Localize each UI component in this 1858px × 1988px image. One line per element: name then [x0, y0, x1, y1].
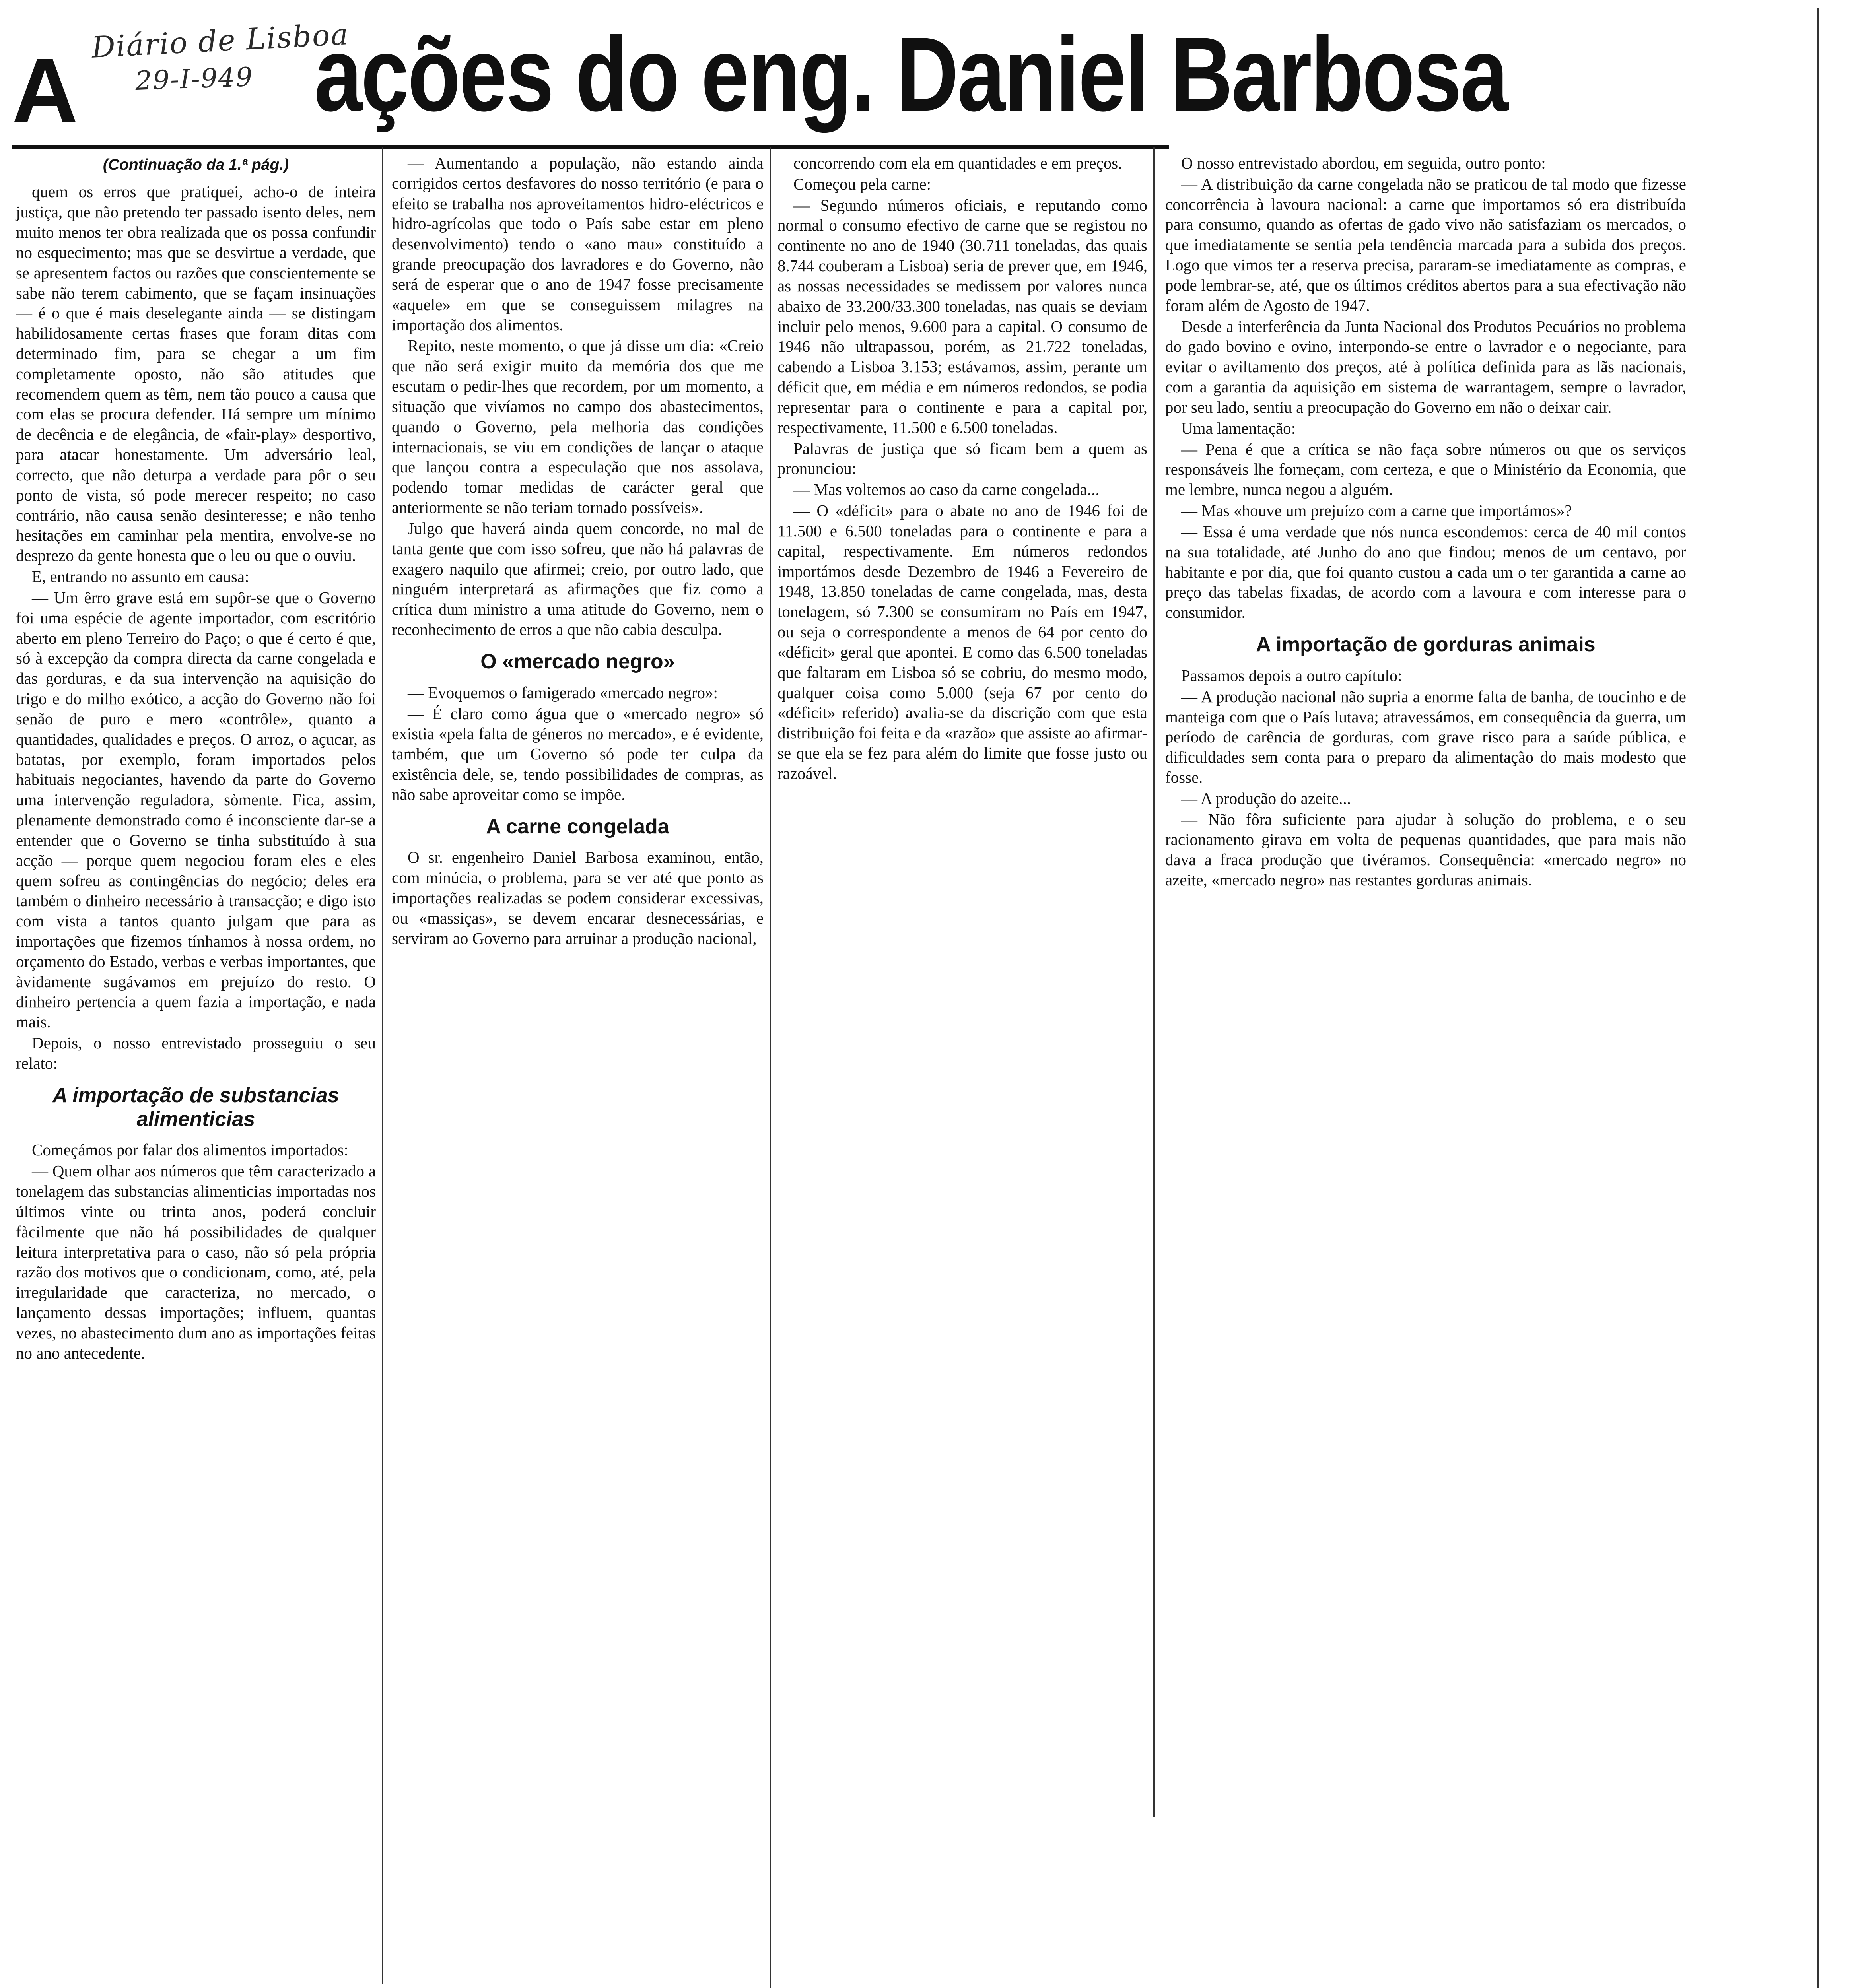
paragraph: Repito, neste momento, o que já disse um dia: «Creio que não será exigir muito da memória dos que me escutam o pedir-lhes que recordem, por um momento, a situação que vivíamos no campo dos abastecimentos, quando o Governo, pela melhoria das condições internacionais, se viu em condições de lançar o ataque que lançou contra a especulação que nos assolava, podendo tomar medidas de carácter geral que anteriormente se não teriam tornado possíveis». [392, 336, 764, 517]
headline-rule [12, 145, 1169, 149]
page-edge-rule [1817, 8, 1819, 1988]
handwritten-source-note: Diário de Lisboa [91, 17, 350, 65]
paragraph: O nosso entrevistado abordou, em seguida, outro ponto: [1181, 154, 1546, 172]
paragraph: — É claro como água que o «mercado negro» só existia «pela falta de géneros no mercado», e é evidente, também, que um Governo só pode ter culpa da existência dele, se, tendo possibilidades de compras, as não sabe aproveitar como se impõe. [392, 704, 764, 804]
headline-initial-letter: A [12, 39, 79, 142]
paragraph: concorrendo com ela em quantidades e em preços. [793, 154, 1122, 172]
paragraph: — A distribuição da carne congelada não se praticou de tal modo que fizesse concorrência à lavoura nacional: a carne que importamos só era distribuída para consumo, quando as ofertas de gado vivo não satisfaziam os mercados, o que imediatamente se sentia pela tendência marcada para a subida dos preços. Logo que vimos ter a reserva precisa, pararam-se imediatamente as compras, e pode lembrar-se, até, que os últimos créditos abertos para a sua efectivação não foram além de Agosto de 1947. [1165, 175, 1686, 315]
paragraph: — Aumentando a população, não estando ainda corrigidos certos desfavores do nosso território (e para o efeito se trabalha nos aproveitamentos hidro-eléctricos e hidro-agrícolas que todo o País sabe estar em pleno desenvolvimento) tendo o «ano mau» constituído a grande preocupação dos lavradores e do Governo, não será de esperar que o ano de 1947 fosse precisamente «aquele» em que se conseguissem milagres na importação dos alimentos. [392, 154, 764, 334]
paragraph: — Um êrro grave está em supôr-se que o Governo foi uma espécie de agente importador, com escritório aberto em pleno Terreiro do Paço; o que é certo é que, só à excepção da compra directa da carne congelada e das gorduras, e da sua intervenção na aquisição do trigo e do milho exótico, a acção do Governo não foi senão de puro e mero «contrôle», quanto a quantidades, qualidades e preços. O arroz, o açucar, as batatas, por exemplo, foram importados pelos habituais negociantes, havendo da parte do Governo uma intervenção reguladora, sòmente. Fica, assim, plenamente demonstrado como é inconsciente dar-se a entender que o Governo se tinha substituído à sua acção — porque quem negociou foram eles e eles quem sofreu as contingências do negócio; deles era também o dinheiro necessário à transacção; e digo isto com vista a tantos quanto julgam que para as importações que fizemos tínhamos à nossa ordem, no orçamento do Estado, verbas e verbas importantes, que àvidamente sugávamos em prejuízo do resto. O dinheiro pertencia a quem fazia a importação, e nada mais. [16, 588, 376, 1031]
paragraph: Passamos depois a outro capítulo: [1181, 666, 1402, 685]
paragraph: Começou pela carne: [793, 175, 931, 193]
subheading: A carne congelada [486, 815, 669, 838]
continuation-note: (Continuação da 1.ª pág.) [103, 156, 289, 173]
paragraph: — Quem olhar aos números que têm caracterizado a tonelagem das substancias alimenticias importadas nos últimos vinte ou trinta anos, poderá concluir fàcilmente que não há possibilidades de qualquer leitura interpretativa para o caso, não só pela própria razão dos motivos que o condicionam, como, até, pela irregularidade que caracteriza, no mercado, o lançamento dessas importações; influem, quantas vezes, no abastecimento dum ano as importações feitas no ano antecedente. [16, 1162, 376, 1362]
subheading: A importação de substancias alimenticias [52, 1083, 339, 1131]
article-column-1 [16, 153, 376, 1363]
handwritten-date-note: 29-I-949 [134, 61, 254, 97]
paragraph: Depois, o nosso entrevistado prosseguiu o seu relato: [16, 1034, 376, 1072]
article-column-4 [1165, 153, 1809, 890]
column-divider [770, 147, 771, 1988]
paragraph: — Mas «houve um prejuízo com a carne que importámos»? [1181, 501, 1572, 520]
paragraph: — Mas voltemos ao caso da carne congelada... [793, 480, 1100, 499]
subheading: A importação de gorduras animais [1256, 633, 1596, 656]
paragraph: Começámos por falar dos alimentos importados: [32, 1141, 348, 1159]
paragraph: — Segundo números oficiais, e reputando como normal o consumo efectivo de carne que se registou no continente no ano de 1940 (30.711 toneladas, das quais 8.744 couberam a Lisboa) seria de prever que, em 1946, as nossas necessidades se medissem por valores nunca abaixo de 33.200/33.300 toneladas, nas quais se deviam incluir pelo menos, 9.600 para a capital. O consumo de 1946 não ultrapassou, porém, as 21.722 toneladas, cabendo a Lisboa 3.153; estávamos, assim, perante um déficit que, em média e em números redondos, se podia representar para o continente e para a capital por, respectivamente, 11.500 e 6.500 toneladas. [777, 196, 1147, 437]
column-divider [382, 147, 383, 1984]
paragraph: — Não fôra suficiente para ajudar à solução do problema, e o seu racionamento girava em volta de pequenas quantidades, que para mais não dava a fraca produção que tivéramos. Consequência: «mercado negro» no azeite, «mercado negro» nas restantes gorduras animais. [1165, 810, 1686, 889]
paragraph: — A produção nacional não supria a enorme falta de banha, de toucinho e de manteiga com que o País lutava; atravessámos, em consequência da guerra, um período de carência de gorduras, com grave risco para a saúde pública, e dificuldades sem conta para o preparo da alimentação do mais modesto que fosse. [1165, 687, 1686, 786]
paragraph: Uma lamentação: [1181, 419, 1296, 437]
paragraph: — Pena é que a crítica se não faça sobre números ou que os serviços responsáveis lhe forneçam, com certeza, e que o Ministério da Economia, que me lembre, nunca negou a alguém. [1165, 440, 1686, 499]
paragraph: quem os erros que pratiquei, acho-o de inteira justiça, que não pretendo ter passado isento deles, nem muito menos ter obra realizada que os possa confundir no esquecimento; mas que se desvirtue a verdade, que se apresentem factos ou razões que conscientemente se sabe não terem cabimento, que se façam insinuações — é o que é mais deselegante ainda — se distingam habilidosamente certas frases que foram ditas com determinado fim, para se chegar a um fim completamente oposto, não são atitudes que recomendem quem as têm, nem tão pouco a causa que com elas se procura defender. Há sempre um mínimo de decência e de elegância, de «fair-play» desportivo, para atacar honestamente. Um adversário leal, correcto, que não deturpa a verdade para pôr o seu ponto de vista, só pode merecer respeito; no caso contrário, não causa senão desinteresse; e não tenho hesitações em caminhar pela mentira, envolve-se no desprezo da gente honesta que o leu ou que o ouviu. [16, 182, 376, 565]
article-column-3 [777, 153, 1147, 784]
paragraph: E, entrando no assunto em causa: [32, 567, 249, 586]
subheading: O «mercado negro» [480, 650, 675, 673]
article-headline: ações do eng. Daniel Barbosa [314, 16, 1507, 133]
column-divider [1153, 147, 1155, 1817]
paragraph: — Essa é uma verdade que nós nunca escondemos: cerca de 40 mil contos na sua totalidade, até Junho do ano que findou; menos de um centavo, por habitante e por dia, que foi quanto custou a cada um o ter garantida a carne ao preço das tabelas fixadas, de acordo com a lavoura e com interesse para o consumidor. [1165, 522, 1686, 622]
paragraph: — A produção do azeite... [1181, 789, 1351, 808]
paragraph: O sr. engenheiro Daniel Barbosa examinou, então, com minúcia, o problema, para se ver até que ponto as importações realizadas se podem considerar excessivas, ou «massiças», se devem encarar desnecessárias, e serviram ao Governo para arruinar a produção nacional, [392, 848, 764, 947]
paragraph: — Evoquemos o famigerado «mercado negro»: [408, 683, 718, 702]
paragraph: — O «déficit» para o abate no ano de 1946 foi de 11.500 e 6.500 toneladas para o continente e para a capital, respectivamente. Em números redondos importámos desde Dezembro de 1946 a Fevereiro de 1948, 13.850 toneladas de carne congelada, mas, desta tonelagem, só 7.300 se consumiram no País em 1947, ou seja o correspondente a menos de 64 por cento do «déficit» geral que apontei. E como das 6.500 toneladas que faltaram em Lisboa só se cobriu, do mesmo modo, qualquer coisa como 5.000 (seja 67 por cento do «déficit» referido) avalia-se da discrição com que esta distribuição foi feita e da «razão» que assiste ao afirmar-se que ela se fez para além do limite que fosse justo ou razoável. [777, 501, 1147, 782]
article-column-2 [392, 153, 764, 949]
paragraph: Palavras de justiça que só ficam bem a quem as pronunciou: [777, 439, 1147, 478]
paragraph: Julgo que haverá ainda quem concorde, no mal de tanta gente que com isso sofreu, que não há palavras de exagero naquilo que afirmei; creio, por outro lado, que ninguém interpretará as afirmações que fiz como a crítica dum ministro a uma atitude do Governo, nem o reconhecimento de erros a que não cabia desculpa. [392, 519, 764, 639]
paragraph: Desde a interferência da Junta Nacional dos Produtos Pecuários no problema do gado bovino e ovino, interpondo-se entre o lavrador e o negociante, para evitar o aviltamento dos preços, até à política definida para as lãs nacionais, com a garantia da aquisição em sistema de warrantagem, sempre o lavrador, por seu lado, sentiu a preocupação do Governo em não o deixar cair. [1165, 317, 1686, 416]
